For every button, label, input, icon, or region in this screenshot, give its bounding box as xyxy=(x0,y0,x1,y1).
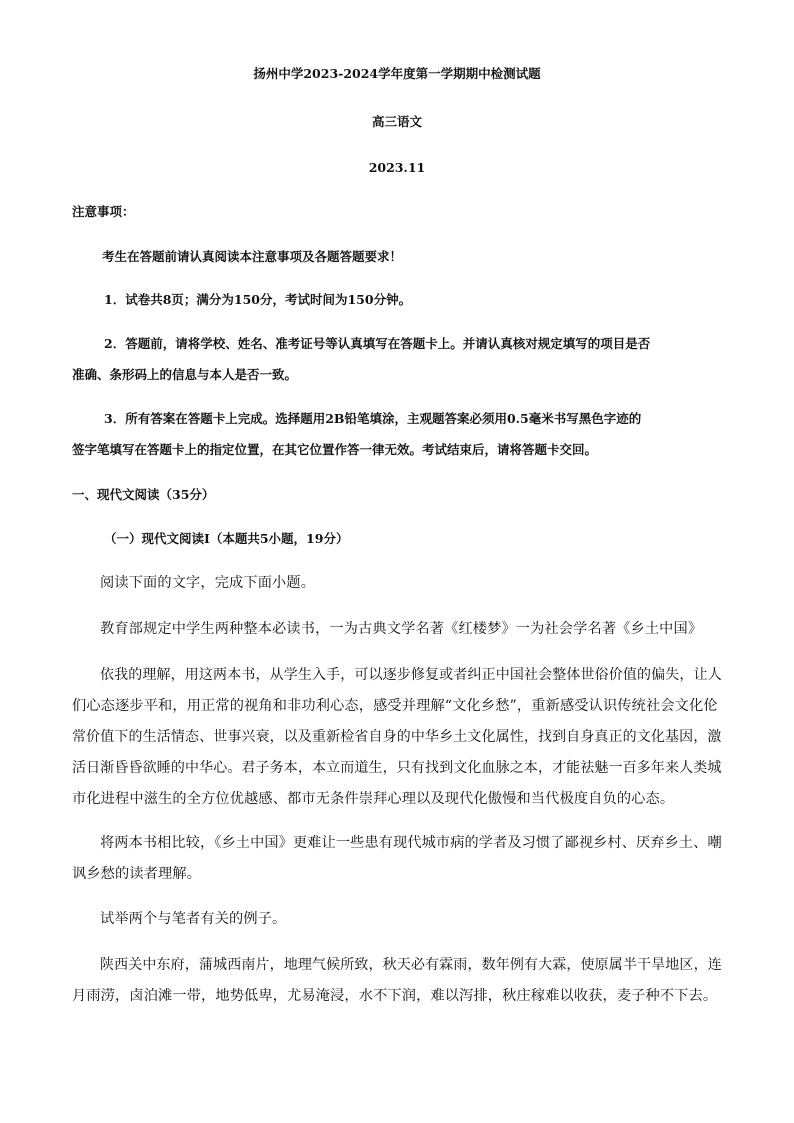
passage-paragraph-2-line-4: 活日渐昏昏欲睡的中华心。君子务本，本立而道生，只有找到文化血脉之本，才能祛魅一百多年来人类城 xyxy=(72,760,722,776)
reading-instruction: 阅读下面的文字，完成下面小题。 xyxy=(100,575,316,591)
notice-item-3-line-2: 签字笔填写在答题卡上的指定位置，在其它位置作答一律无效。考试结束后，请将答题卡交回。 xyxy=(72,442,598,457)
passage-paragraph-4: 试举两个与笔者有关的例子。 xyxy=(100,911,287,927)
passage-paragraph-3-line-1: 将两本书相比较，《乡土中国》更难让一些患有现代城市病的学者及习惯了鄙视乡村、厌弃乡土、嘲 xyxy=(100,835,722,851)
passage-paragraph-2-line-3: 常价值下的生活情态、世事兴衰，以及重新检省自身的中华乡土文化属性，找到自身真正的文化基因，激 xyxy=(72,729,722,745)
exam-title: 扬州中学2023-2024学年度第一学期期中检测试题 xyxy=(253,66,541,81)
passage-paragraph-5-line-1: 陕西关中东府，蒲城西南片，地理气候所致，秋天必有霖雨，数年例有大霖，使原属半干旱地区，连 xyxy=(100,957,722,973)
passage-paragraph-1: 教育部规定中学生两种整本必读书，一为古典文学名著《红楼梦》一为社会学名著《乡土中国》 xyxy=(100,621,703,637)
passage-paragraph-2-line-1: 依我的理解，用这两本书，从学生入手，可以逐步修复或者纠正中国社会整体世俗价值的偏失，让人 xyxy=(100,667,722,683)
passage-paragraph-3-line-2: 讽乡愁的读者理解。 xyxy=(72,866,202,882)
passage-paragraph-2-line-5: 市化进程中滋生的全方位优越感、都市无条件崇拜心理以及现代化傲慢和当代极度自负的心态。 xyxy=(72,791,675,807)
section-heading: 一、现代文阅读（35分） xyxy=(72,487,215,502)
exam-date: 2023.11 xyxy=(368,160,426,175)
notice-item-1: 1．试卷共8页；满分为150分，考试时间为150分钟。 xyxy=(104,292,412,307)
passage-paragraph-5-line-2: 月雨涝，卤泊滩一带，地势低卑，尤易淹浸，水不下润，难以泻排，秋庄稼难以收获，麦子种不下去。 xyxy=(72,988,718,1004)
notice-item-3-line-1: 3．所有答案在答题卡上完成。选择题用2B铅笔填涂，主观题答案必须用0.5毫米书写黑色字迹的 xyxy=(104,411,642,426)
section-subheading: （一）现代文阅读Ⅰ（本题共5小题，19分） xyxy=(104,531,349,546)
exam-subject: 高三语文 xyxy=(371,114,422,129)
notice-item-2-line-2: 准确、条形码上的信息与本人是否一致。 xyxy=(72,367,298,382)
passage-paragraph-2-line-2: 们心态逐步平和，用正常的视角和非功利心态，感受并理解“文化乡愁”，重新感受认识传统社会文化伦 xyxy=(72,698,718,714)
notice-item-2-line-1: 2．答题前，请将学校、姓名、准考证号等认真填写在答题卡上。并请认真核对规定填写的项目是否 xyxy=(104,336,651,351)
notice-heading: 注意事项： xyxy=(72,204,135,219)
notice-intro: 考生在答题前请认真阅读本注意事项及各题答题要求！ xyxy=(102,249,403,264)
